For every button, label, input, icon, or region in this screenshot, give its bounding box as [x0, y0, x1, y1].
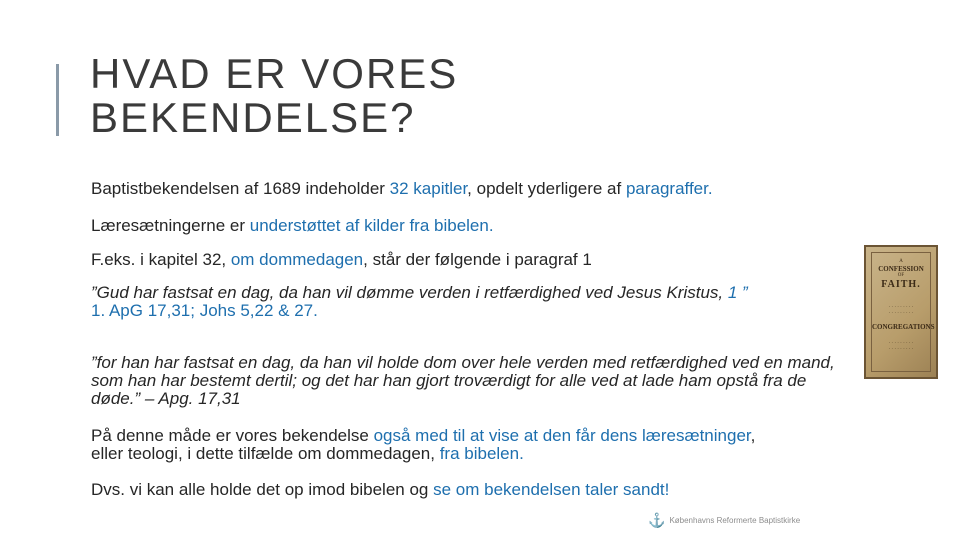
text-span: F.eks. i kapitel 32,	[91, 250, 231, 269]
highlight-sources: understøttet af kilder fra bibelen.	[249, 216, 494, 235]
text-span: , opdelt yderligere af	[467, 179, 626, 198]
highlight-from-bible: fra bibelen.	[439, 444, 524, 463]
text-span: Dvs. vi kan alle holde det op imod bibelen og	[91, 480, 434, 499]
book-text: CONGREGATIONS	[872, 323, 935, 331]
anchor-icon: ⚓	[648, 512, 666, 528]
text-span: .	[707, 179, 713, 198]
book-text: · · · · · · · · ·	[888, 347, 914, 352]
highlight-paragraphs: paragraffer	[625, 179, 708, 198]
paragraph-7	[91, 481, 851, 499]
paragraph-1	[91, 180, 851, 198]
quote-text: ”Gud har fastsat en dag, da han vil dømme verden i retfærdighed ved Jesus Kristus,	[91, 283, 728, 302]
paragraph-2	[91, 217, 851, 235]
footnote-reference: 1. ApG 17,31; Johs 5,22 & 27.	[91, 301, 318, 320]
book-text: OF	[897, 273, 905, 278]
footer-branding	[648, 512, 800, 529]
title-line-2: BEKENDELSE?	[90, 94, 416, 141]
highlight-doctrines: også med til at vise at den får dens læresætninger	[373, 426, 751, 445]
highlight-chapters: 32 kapitler	[389, 179, 468, 198]
book-text: · · · · · · · · ·	[888, 305, 914, 310]
highlight-check-truth: se om bekendelsen taler sandt!	[433, 480, 670, 499]
title-accent-bar	[56, 64, 59, 136]
title-line-1: HVAD ER VORES	[90, 50, 459, 97]
slide-title	[90, 52, 458, 140]
book-text: FAITH.	[881, 279, 921, 290]
text-span: , står der følgende i paragraf 1	[363, 250, 592, 269]
book-text: CONFESSION	[878, 265, 924, 273]
text-span: , eller teologi, i dette tilfælde om dommedagen,	[91, 426, 756, 463]
paragraph-5-quote	[91, 354, 843, 408]
quote-text: ”for han har fastsat en dag, da han vil holde dom over hele verden med retfærdighed ved en mand, som han har bestemt dertil; og det har han gjort troværdigt for alle ved at lade ham opstå fra de døde.” – Apg. 17,31	[91, 353, 835, 408]
footnote-marker: 1 ”	[727, 283, 748, 302]
book-text: · · · · · · · · ·	[888, 311, 914, 316]
text-span: Baptistbekendelsen af 1689 indeholder	[91, 179, 390, 198]
confession-book-image	[864, 245, 938, 379]
paragraph-3	[91, 251, 851, 269]
highlight-judgment-day: om dommedagen	[230, 250, 364, 269]
text-span: Læresætningerne er	[91, 216, 250, 235]
book-title-page	[871, 252, 935, 372]
footer-text: Københavns Reformerte Baptistkirke	[669, 516, 801, 525]
text-span: På denne måde er vores bekendelse	[91, 426, 374, 445]
paragraph-6	[91, 427, 791, 463]
paragraph-4-quote	[91, 284, 781, 320]
book-text: A	[899, 259, 903, 264]
book-text: · · · · · · · · ·	[888, 341, 914, 346]
